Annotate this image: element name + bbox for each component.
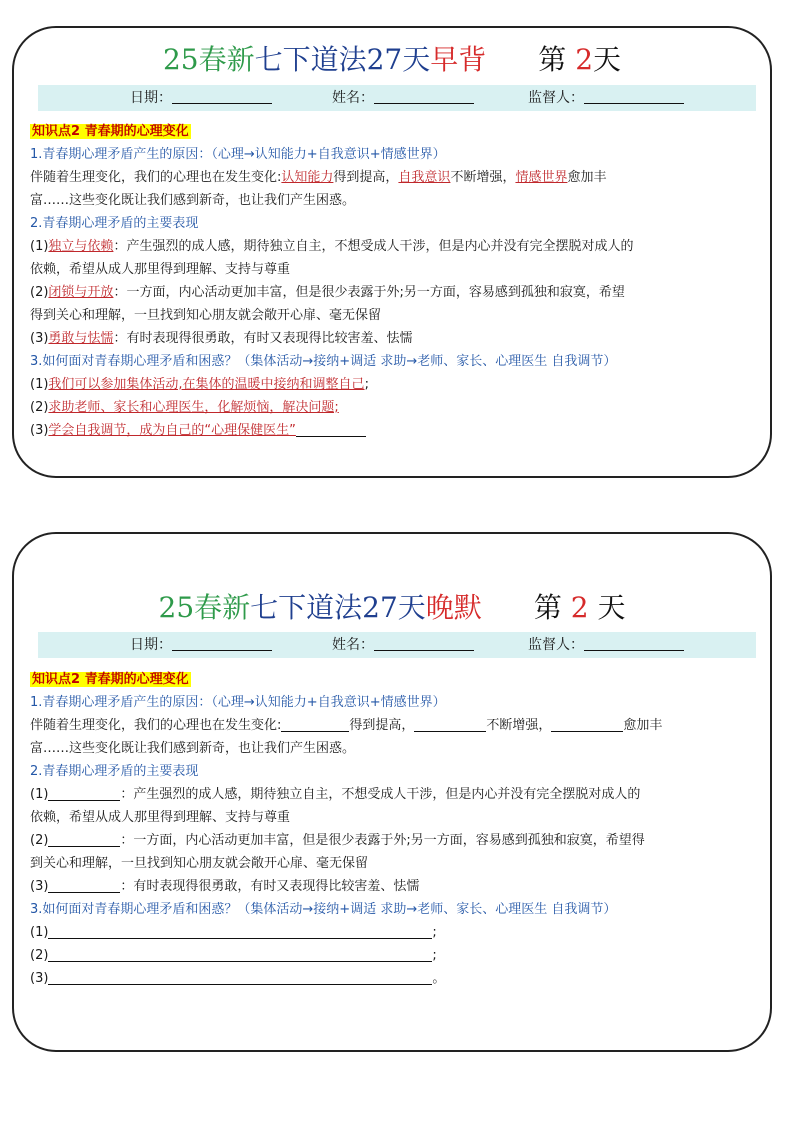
section-1-heading: 1.青春期心理矛盾产生的原因：（心理→认知能力+自我意识+情感世界）	[30, 695, 446, 710]
knowledge-point-label: 知识点2 青春期的心理变化	[32, 124, 189, 139]
title-day-number: 2	[575, 43, 594, 76]
title-subject: 七下道法	[250, 591, 363, 624]
content	[30, 668, 766, 990]
title-prefix: 25春新	[162, 43, 255, 76]
section-1-text-cont: 富……这些变化既让我们感到新奇，也让我们产生困惑。	[30, 741, 356, 756]
supervisor-field[interactable]: 监督人：	[528, 85, 684, 111]
answer-3: (3)学会自我调节，成为自己的“心理保健医生”	[30, 419, 766, 442]
item-3: (3)勇敢与怯懦：有时表现得很勇敢，有时又表现得比较害羞、怯懦	[30, 331, 413, 346]
section-3-heading: 3.如何面对青春期心理矛盾和困惑？（集体活动→接纳+调适 求助→老师、家长、心理医生 自我调节）	[30, 354, 617, 369]
keyword: 勇敢与怯懦	[48, 331, 114, 346]
date-field[interactable]: 日期：	[130, 632, 272, 658]
fill-blank[interactable]	[48, 831, 120, 847]
fill-blank[interactable]	[414, 716, 486, 732]
section-1-text-cont: 富……这些变化既让我们感到新奇，也让我们产生困惑。	[30, 193, 356, 208]
fill-blank[interactable]	[48, 923, 432, 939]
title-prefix: 25春新	[158, 591, 251, 624]
info-bar	[38, 85, 756, 111]
keyword: 自我意识	[398, 170, 451, 185]
item-1-cont: 依赖，希望从成人那里得到理解、支持与尊重	[30, 810, 291, 825]
name-field[interactable]: 姓名：	[332, 85, 474, 111]
date-field[interactable]: 日期：	[130, 85, 272, 111]
item-2-cont: 得到关心和理解，一旦找到知心朋友就会敞开心扉、毫无保留	[30, 308, 382, 323]
answer-1: (1)我们可以参加集体活动,在集体的温暖中接纳和调整自己;	[30, 377, 369, 392]
fill-blank[interactable]	[551, 716, 623, 732]
title-number: 27	[362, 591, 398, 624]
title-subject: 七下道法	[254, 43, 367, 76]
title-day-number: 2	[570, 591, 589, 624]
item-1-cont: 依赖，希望从成人那里得到理解、支持与尊重	[30, 262, 291, 277]
item-2-cont: 到关心和理解，一旦找到知心朋友就会敞开心扉、毫无保留	[30, 856, 369, 871]
item-3: (3) ：有时表现得很勇敢，有时又表现得比较害羞、怯懦	[30, 879, 420, 894]
keyword: 独立与依赖	[48, 239, 114, 254]
evening-dictation-card	[12, 532, 772, 1052]
section-1-text: 伴随着生理变化，我们的心理也在发生变化: 得到提高， 不断增强， 愈加丰	[30, 718, 663, 733]
section-2-heading: 2.青春期心理矛盾的主要表现	[30, 764, 199, 779]
title-day-tail: 天	[593, 43, 622, 76]
title-number: 27	[366, 43, 403, 76]
info-bar	[38, 632, 756, 658]
title-day-word: 天	[402, 43, 431, 76]
keyword: 闭锁与开放	[48, 285, 114, 300]
section-1-heading: 1.青春期心理矛盾产生的原因：（心理→认知能力+自我意识+情感世界）	[30, 147, 446, 162]
section-3-heading: 3.如何面对青春期心理矛盾和困惑？（集体活动→接纳+调适 求助→老师、家长、心理医生 自我调节）	[30, 902, 617, 917]
fill-blank[interactable]	[48, 877, 120, 893]
answer-2: (2)求助老师、家长和心理医生，化解烦恼，解决问题;	[30, 400, 339, 415]
title-di: 第	[538, 43, 567, 76]
card-title	[14, 586, 770, 626]
item-2: (2)闭锁与开放：一方面，内心活动更加丰富，但是很少表露于外;另一方面，容易感到孤独和寂寞，希望	[30, 285, 625, 300]
title-di: 第	[533, 591, 562, 624]
title-day-word: 天	[397, 591, 426, 624]
fill-blank[interactable]	[281, 716, 349, 732]
title-tag: 早背	[430, 43, 487, 76]
card-title	[14, 38, 770, 78]
section-1-text: 伴随着生理变化，我们的心理也在发生变化:认知能力得到提高，自我意识不断增强，情感世界愈加丰	[30, 170, 607, 185]
answer-1: (1) ;	[30, 925, 437, 940]
title-tag: 晚默	[425, 591, 482, 624]
answer-3: (3) 。	[30, 971, 446, 986]
item-2: (2) ：一方面，内心活动更加丰富，但是很少表露于外;另一方面，容易感到孤独和寂寞，希望得	[30, 833, 645, 848]
section-2-heading: 2.青春期心理矛盾的主要表现	[30, 216, 199, 231]
name-field[interactable]: 姓名：	[332, 632, 474, 658]
fill-blank[interactable]	[48, 785, 120, 801]
item-1: (1)独立与依赖：产生强烈的成人感，期待独立自主，不想受成人干涉，但是内心并没有完全摆脱对成人的	[30, 239, 634, 254]
content	[30, 120, 766, 442]
fill-blank[interactable]	[48, 969, 432, 985]
fill-blank[interactable]	[48, 946, 432, 962]
item-1: (1) ：产生强烈的成人感，期待独立自主，不想受成人干涉，但是内心并没有完全摆脱对成人的	[30, 787, 641, 802]
title-day-tail: 天	[597, 591, 626, 624]
supervisor-field[interactable]: 监督人：	[528, 632, 684, 658]
knowledge-point-label: 知识点2 青春期的心理变化	[32, 672, 189, 687]
answer-2: (2) ;	[30, 948, 437, 963]
keyword: 情感世界	[515, 170, 568, 185]
keyword: 认知能力	[281, 170, 334, 185]
morning-recitation-card	[12, 26, 772, 478]
